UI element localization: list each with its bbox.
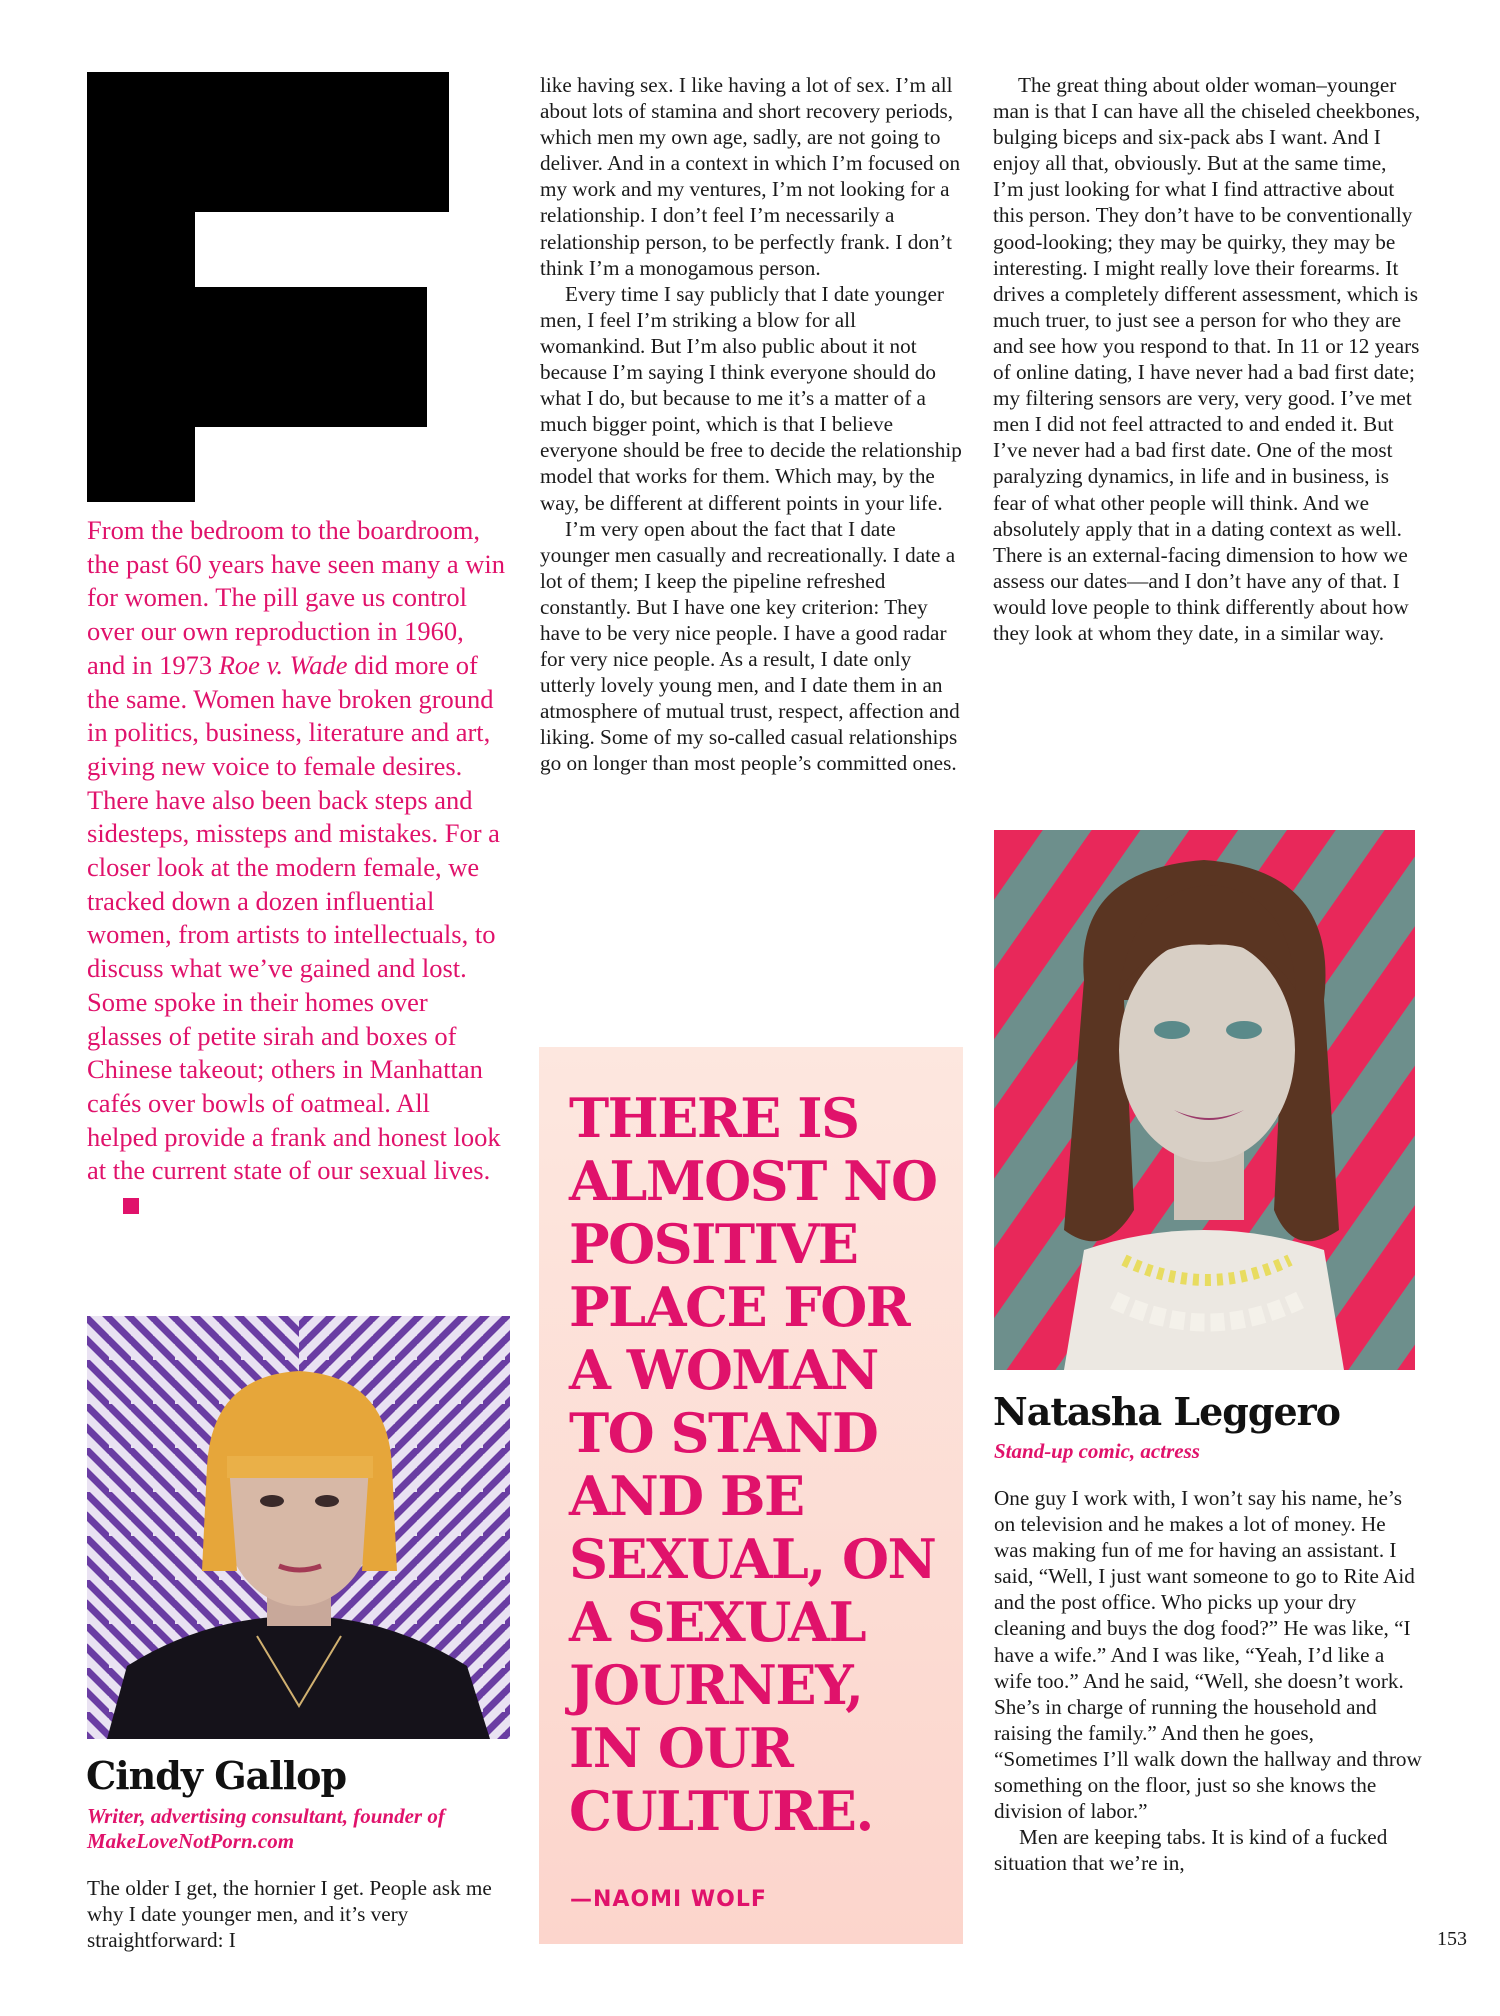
column-two bbox=[540, 72, 965, 777]
pull-quote-attribution: —NAOMI WOLF bbox=[570, 1887, 767, 1912]
pull-quote-box bbox=[539, 1047, 963, 1944]
cindy-gallop-portrait bbox=[87, 1316, 510, 1739]
intro-text: From the bedroom to the boardroom, the past 60 years have seen many a win for women. The pill gave us control over our own reproduction in 1960, and in 1973 Roe v. Wade did more of the same. Women have broken ground in politics, business, literature and art, giving new voice to female desires. There have also been back steps and sidesteps, missteps and mistakes. For a closer look at the modern female, we tracked down a dozen influential women, from artists to intellectuals, to discuss what we’ve gained and lost. Some spoke in their homes over glasses of petite sirah and boxes of Chinese takeout; others in Manhattan cafés over bowls of oatmeal. All helped provide a frank and honest look at the current state of our sexual lives. bbox=[87, 514, 507, 1222]
cindy-paragraph: like having sex. I like having a lot of sex. I’m all about lots of stamina and short recovery periods, which men my own age, sadly, are not going to deliver. And in a context in which I’m focused on my work and my ventures, I’m not looking for a relationship. I don’t feel I’m necessarily a relationship person, to be perfectly frank. I don’t think I’m a monogamous person. bbox=[540, 73, 961, 280]
natasha-leggero-role: Stand-up comic, actress bbox=[994, 1439, 1200, 1463]
natasha-leggero-name: Natasha Leggero bbox=[993, 1389, 1340, 1434]
drop-letter-f bbox=[87, 72, 449, 502]
natasha-paragraph: One guy I work with, I won’t say his name, he’s on television and he makes a lot of money. He was making fun of me for having an assistant. I said, “Well, I just want someone to go to Rite Aid and the post office. Who picks up your dry cleaning and buys the dog food?” He was like, “I have a wife.” And I was like, “Yeah, I’d like a wife too.” And he said, “Well, she doesn’t work. She’s in charge of running the household and raising the family.” And then he goes, “Sometimes I’ll walk down the hallway and throw something on the floor, just so she knows the division of labor.” bbox=[994, 1486, 1422, 1824]
natasha-leggero-answer bbox=[994, 1485, 1422, 1876]
end-mark-icon bbox=[123, 1198, 139, 1214]
column-three bbox=[993, 72, 1421, 646]
cindy-paragraph: The great thing about older woman–younger man is that I can have all the chiseled cheekbones, bulging biceps and six-pack abs I want. And I enjoy all that, obviously. But at the same time, I’m just looking for what I find attractive about this person. They don’t have to be conventionally good-looking; they may be quirky, they may be interesting. I might really love their forearms. It drives a completely different assessment, which is much truer, to just see a person for who they are and see how you respond to that. In 11 or 12 years of online dating, I have never had a bad first date; my filtering sensors are very, very good. I’ve met men I did not feel attracted to and ended it. But I’ve never had a bad first date. One of the most paralyzing dynamics, in life and in business, is fear of what other people will think. And we absolutely apply that in a dating context as well. There is an external-facing dimension to how we assess our dates—and I don’t have any of that. I would love people to think differently about how they look at whom they date, in a similar way. bbox=[993, 73, 1421, 645]
cindy-paragraph: Every time I say publicly that I date younger men, I feel I’m striking a blow for all womankind. But I’m also public about it not because I’m saying I think everyone should do what I do, but because to me it’s a matter of a much bigger point, which is that I believe everyone should be free to decide the relationship model that works for them. Which may, by the way, be different at different points in your life. bbox=[540, 281, 962, 515]
page-number: 153 bbox=[1437, 1928, 1467, 1950]
cindy-gallop-role: Writer, advertising consultant, founder of MakeLoveNotPorn.com bbox=[87, 1804, 445, 1853]
cindy-gallop-name: Cindy Gallop bbox=[86, 1753, 347, 1798]
natasha-leggero-portrait bbox=[994, 830, 1415, 1370]
pull-quote-text: THERE IS ALMOST NO POSITIVE PLACE FOR A WOMAN TO STAND AND BE SEXUAL, ON A SEXUAL JOURNEY, IN OUR CULTURE. bbox=[569, 1086, 937, 1843]
natasha-paragraph: Men are keeping tabs. It is kind of a fucked situation that we’re in, bbox=[994, 1825, 1388, 1876]
cindy-paragraph-opening: The older I get, the hornier I get. People ask me why I date younger men, and it’s very straightforward: I bbox=[87, 1876, 492, 1953]
cindy-gallop-answer-start bbox=[87, 1875, 510, 1953]
cindy-paragraph: I’m very open about the fact that I date younger men casually and recreationally. I date a lot of them; I keep the pipeline refreshed constantly. But I have one key criterion: They have to be very nice people. I have a good radar for very nice people. As a result, I date only utterly lovely young men, and I date them in an atmosphere of mutual trust, respect, affection and liking. Some of my so-called casual relationships go on longer than most people’s committed ones. bbox=[540, 516, 960, 776]
